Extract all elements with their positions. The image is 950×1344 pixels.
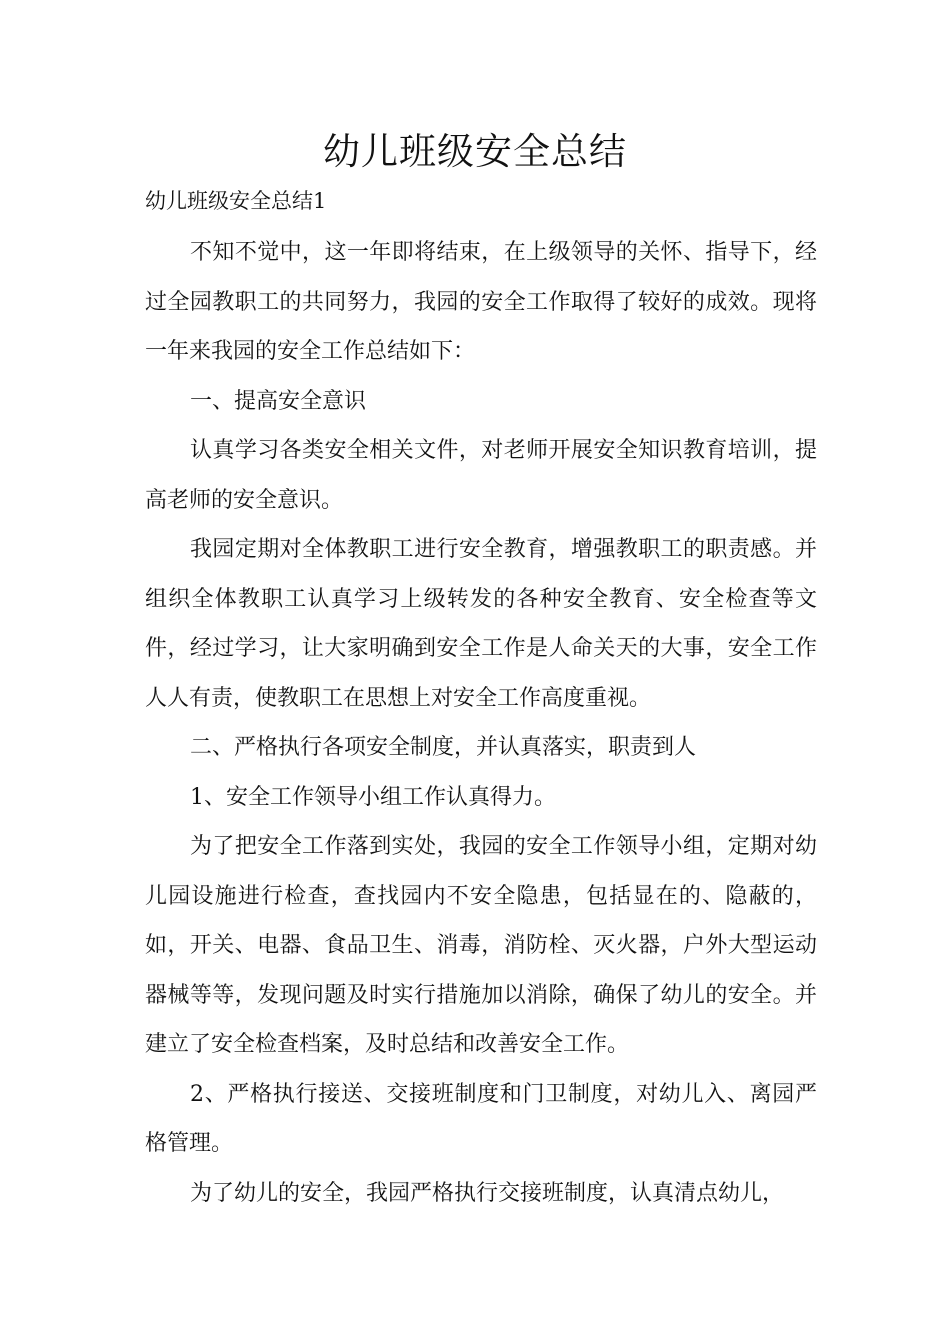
subsection-heading: 2、严格执行接送、交接班制度和门卫制度，对幼儿入、离园严格管理。 xyxy=(145,1081,817,1156)
document-title: 幼儿班级安全总结 xyxy=(323,130,627,173)
paragraph: 为了把安全工作落到实处，我园的安全工作领导小组，定期对幼儿园设施进行检查，查找园内不安全隐患，包括显在的、隐蔽的，如，开关、电器、食品卫生、消毒，消防栓、灭火器，户外大型运动器械等等，发现问题及时实行措施加以消除，确保了幼儿的安全。并建立了安全检查档案，及时总结和改善安全工作。 xyxy=(145,834,817,1057)
section-heading: 一、提高安全意识 xyxy=(190,388,367,414)
paragraph: 认真学习各类安全相关文件，对老师开展安全知识教育培训，提高老师的安全意识。 xyxy=(145,438,817,513)
paragraph: 我园定期对全体教职工进行安全教育，增强教职工的职责感。并组织全体教职工认真学习上级转发的各种安全教育、安全检查等文件，经过学习，让大家明确到安全工作是人命关天的大事，安全工作人人有责，使教职工在思想上对安全工作高度重视。 xyxy=(145,537,817,711)
document-subtitle: 幼儿班级安全总结1 xyxy=(145,189,327,213)
paragraph: 为了幼儿的安全，我园严格执行交接班制度，认真清点幼儿， xyxy=(190,1180,785,1206)
paragraph: 不知不觉中，这一年即将结束，在上级领导的关怀、指导下，经过全园教职工的共同努力，我园的安全工作取得了较好的成效。现将一年来我园的安全工作总结如下： xyxy=(145,240,817,364)
section-heading: 二、严格执行各项安全制度，并认真落实，职责到人 xyxy=(190,735,697,760)
document-body xyxy=(145,228,817,1218)
subsection-heading: 1、安全工作领导小组工作认真得力。 xyxy=(190,784,556,810)
